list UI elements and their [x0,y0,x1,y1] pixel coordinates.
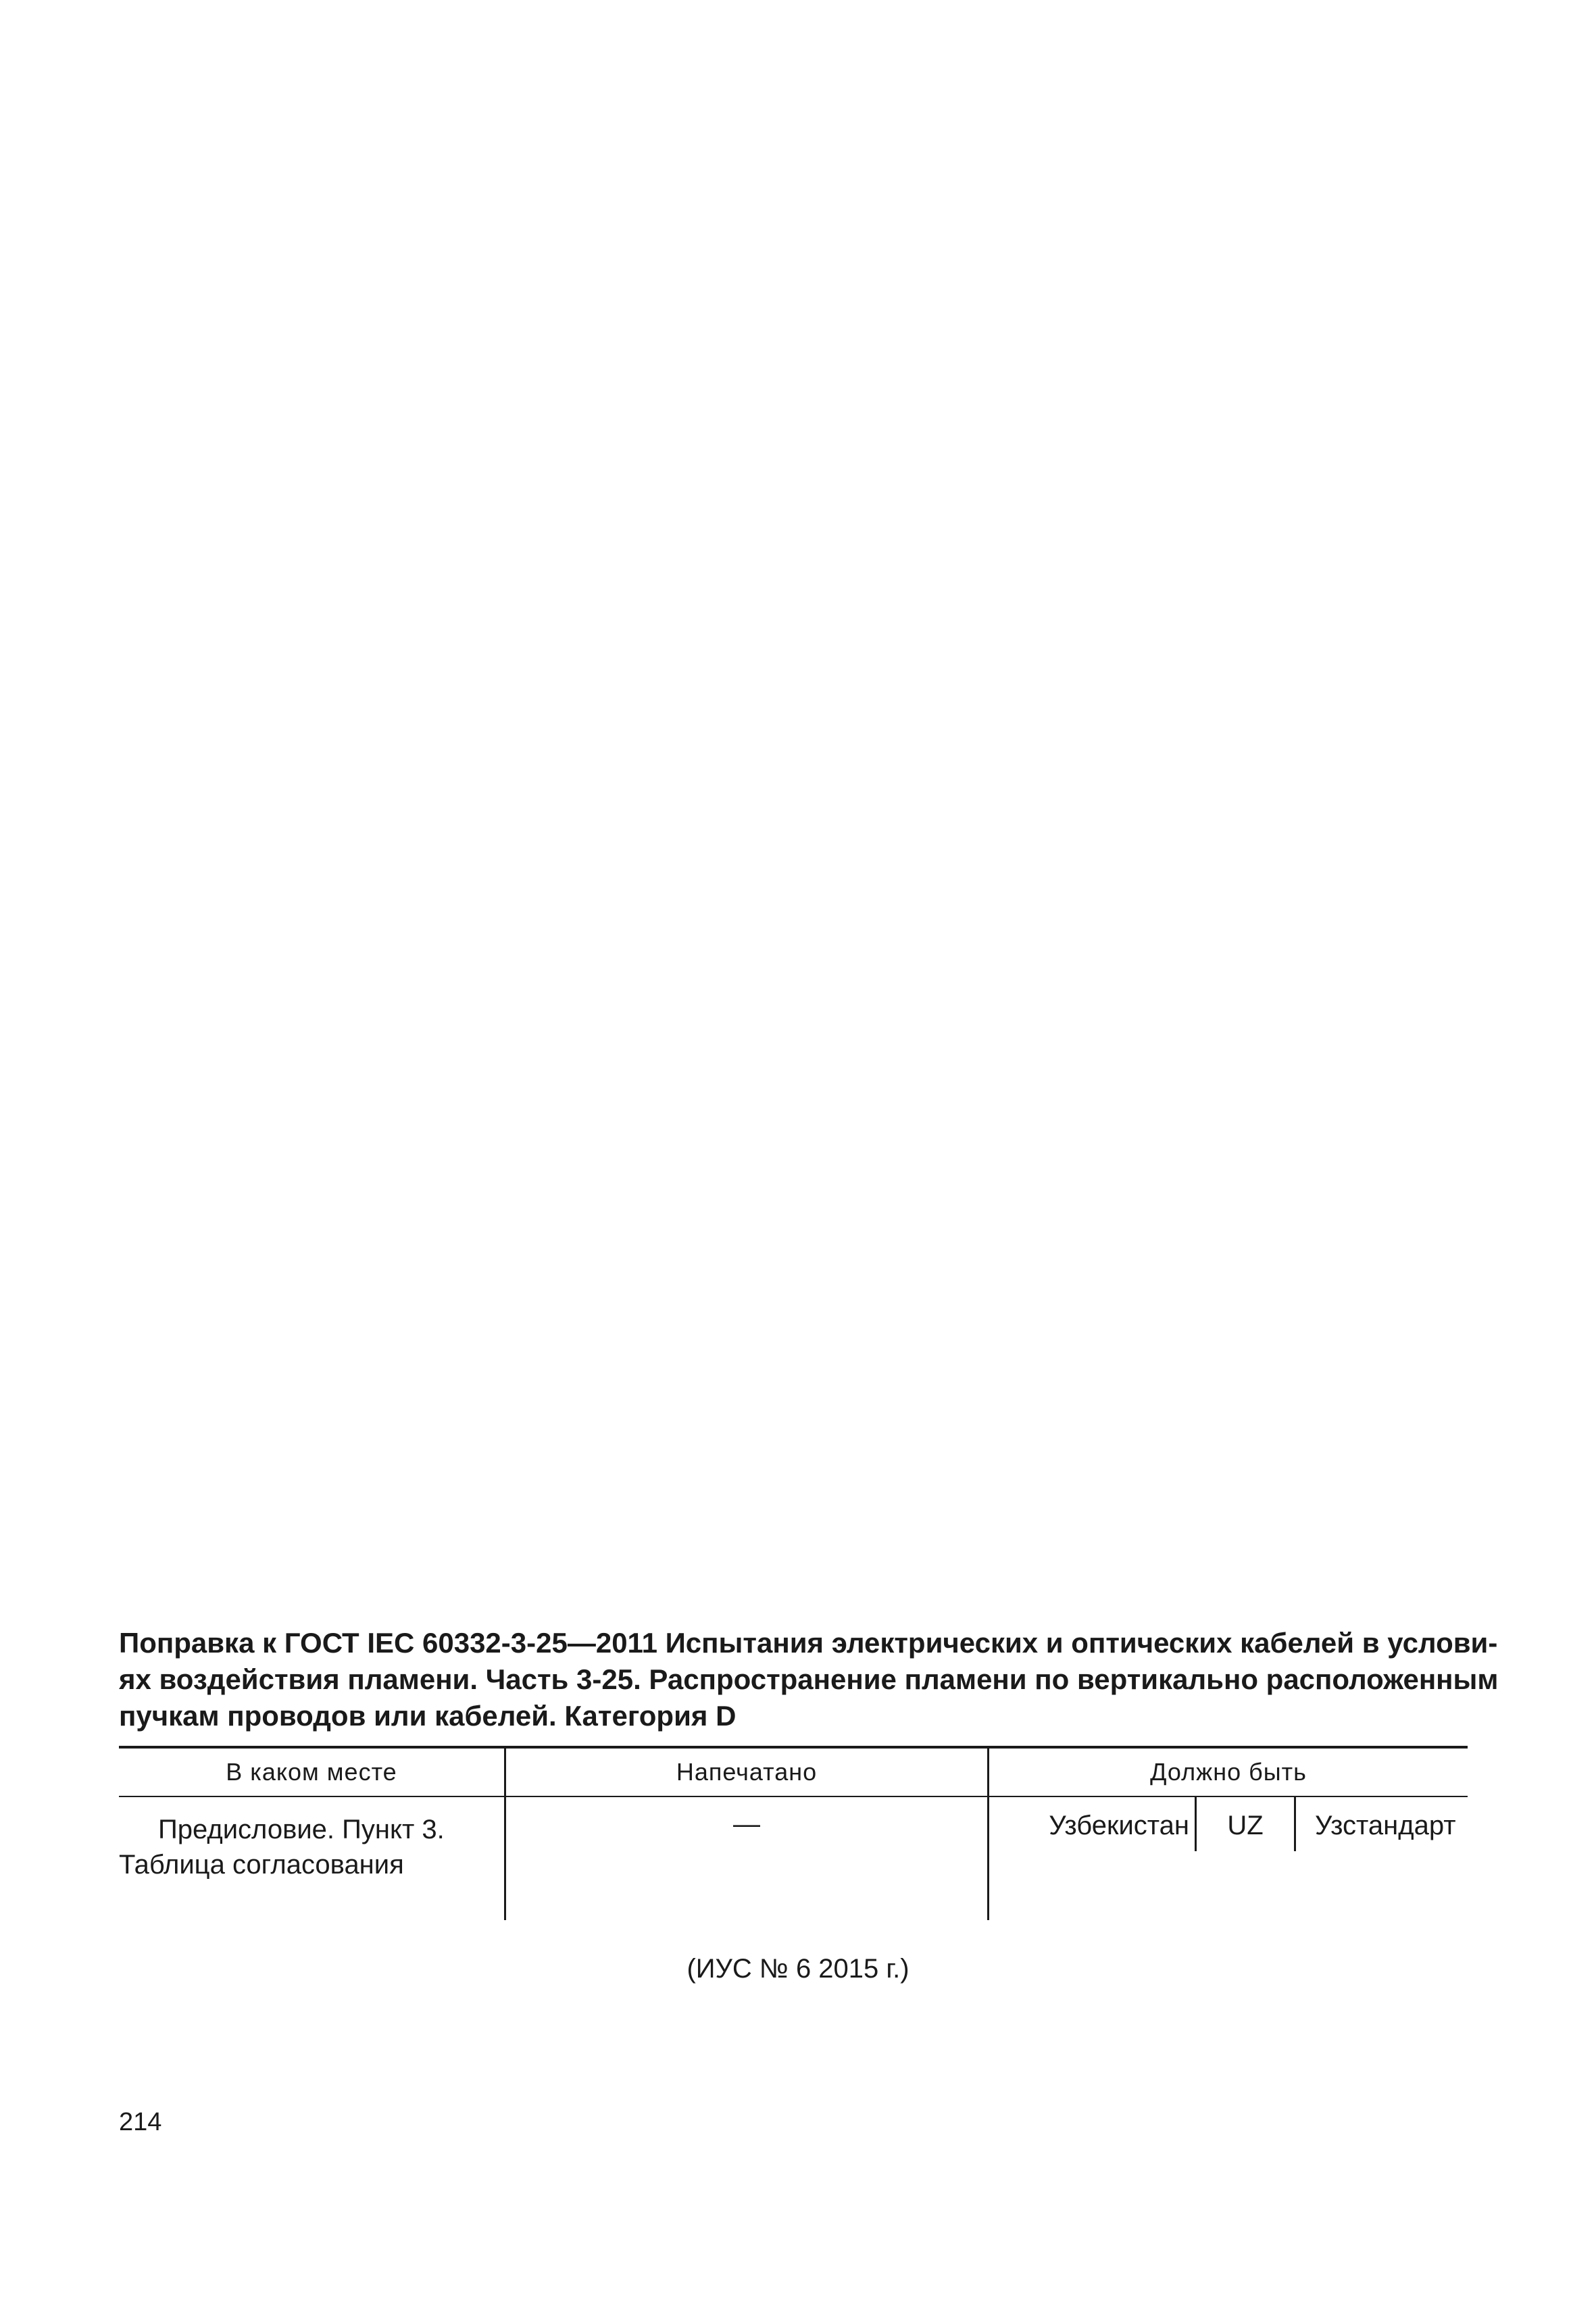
cell-should-be [989,1796,1468,1920]
cell-where [119,1796,505,1920]
should-be-subtable [989,1797,1468,1858]
should-country: Узбекистан [1049,1811,1189,1840]
amendment-title [119,1625,1499,1734]
title-line-1: Поправка к ГОСТ IEC 60332-3-25—2011 Испытания электрических и оптических кабелей в услови- [119,1627,1498,1659]
column-header-should-be: Должно быть [989,1747,1468,1796]
page-number: 214 [119,2108,162,2136]
column-header-printed: Напечатано [505,1747,989,1796]
should-standards-body: Узстандарт [1315,1811,1456,1840]
title-line-2: ях воздействия пламени. Часть 3-25. Распространение пламени по вертикально расположенным [119,1663,1499,1695]
where-line-2: Таблица согласования [119,1850,404,1880]
title-line-3: пучкам проводов или кабелей. Категория D [119,1700,737,1732]
where-line-1: Предисловие. Пункт 3. [158,1815,445,1844]
should-country-code: UZ [1195,1797,1296,1851]
table-header-row [119,1747,1468,1796]
cell-printed: — [505,1796,989,1920]
amendment-table [119,1746,1468,1920]
source-reference: (ИУС № 6 2015 г.) [687,1954,909,1984]
column-header-where: В каком месте [119,1747,505,1796]
table-row [119,1796,1468,1920]
